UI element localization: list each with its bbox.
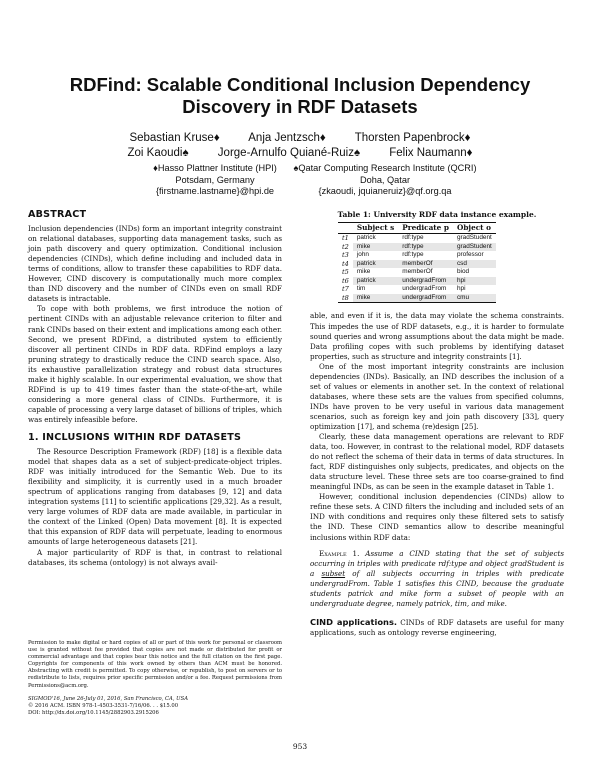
table-header-cell [338, 223, 353, 234]
table-header-cell: Subject s [353, 223, 398, 234]
abstract-paragraph: Inclusion dependencies (INDs) form an important integrity constraint on relational databases, supporting data management tasks, such as join path discovery and query optimization. Conditional inclusion dependencies (CINDs), which define including and included data in terms of conditions, allow to transfer these capabilities to RDF data. However, CIND discovery is computationally much more complex than IND discovery and the number of CINDs even on small RDF datasets is intractable. [28, 224, 282, 304]
table-row [338, 260, 496, 269]
subject-cell: patrick [353, 277, 398, 286]
object-cell: gradStudent [453, 243, 496, 252]
object-cell: biod [456, 268, 470, 276]
affiliation-name: ♦Hasso Plattner Institute (HPI) [153, 163, 277, 173]
body-paragraph: However, conditional inclusion dependencies (CINDs) allow to refine these sets. A CIND filters the including and included sets of an IND with conditions and requires only these filtered sets to satisfy the IND. These CIND semantics allow to describe meaningful inclusions within RDF data: [310, 492, 564, 542]
permission-block [28, 640, 282, 717]
triple-id: t5 [342, 268, 349, 277]
author-list [40, 131, 560, 161]
predicate-cell: memberOf [402, 268, 433, 276]
example-text: Assume a CIND stating that the set of subjects occurring in triples with predicate rdf:type and object gradStudent is a [310, 548, 564, 578]
example-text: of all subjects occurring in triples with predicate undergradFrom. Table 1 satisfies this CIND, because the graduate students patrick and mike form a subset of people with an undergraduate degree, namely patrick, tim, and mike. [310, 568, 564, 608]
predicate-cell: rdf:type [398, 243, 453, 252]
cind-applications-text: CINDs of RDF datasets are useful for many applications, such as ontology reverse engineering, [310, 617, 564, 637]
affiliation-location: Doha, Qatar [359, 174, 411, 185]
abstract-paragraph: To cope with both problems, we first introduce the notion of pertinent CINDs with an adjustable relevance criterion to filter and rank CINDs based on their extent and implications among each other. Second, we present RDFind, a distributed system to efficiently discover all pertinent CINDs in RDF data. RDFind employs a lazy pruning strategy to drastically reduce the CIND search space. Also, its exhaustive parallelization strategy and robust data structures make it highly scalable. In our experimental evaluation, we show that RDFind is up to 419 times faster than the state-of-the-art, while considering a more general class of CINDs. Furthermore, it is capable of processing a very large dataset of billions of triples, which was entirely infeasible before. [28, 304, 282, 424]
object-cell: gradStudent [456, 234, 492, 242]
permission-notice: Permission to make digital or hard copies of all or part of this work for personal or classroom use is granted without fee provided that copies are not made or distributed for profit or commercial advantage and that copies bear this notice and the full citation on the first page. Copyrights for components of this work owned by others than ACM must be honored. Abstracting with credit is permitted. To copy otherwise, or republish, to post on servers or to redistribute to lists, requires prior specific permission and/or a fee. Request permissions from Permissions@acm.org. [28, 640, 282, 689]
section-1-heading: 1. INCLUSIONS WITHIN RDF DATASETS [28, 431, 242, 443]
table-header-row [338, 223, 496, 234]
affiliation-email: {firstname.lastname}@hpi.de [155, 186, 275, 196]
author-name: Anja Jentzsch♦ [248, 132, 326, 144]
triple-id: t1 [342, 234, 349, 243]
triple-id: t6 [342, 276, 349, 285]
author-name: Zoi Kaoudi♠ [127, 147, 189, 159]
body-paragraph: able, and even if it is, the data may violate the schema constraints. This impedes the use of RDF datasets, e.g., it is harder to formulate sound queries and wrong assumptions about the data might be made. Data profiling copes with such problems by identifying dataset properties, such as structure and integrity constraints [1]. [310, 311, 564, 361]
table-row [338, 234, 496, 243]
predicate-cell: rdf:type [402, 251, 424, 259]
subject-cell: mike [353, 243, 398, 252]
table-row [338, 277, 496, 286]
affiliation-email: {zkaoudi, jquianeruiz}@qf.org.qa [318, 186, 452, 196]
predicate-cell: memberOf [398, 260, 453, 269]
affiliation-name: ♠Qatar Computing Research Institute (QCRI) [293, 163, 477, 173]
author-name: Felix Naumann♦ [389, 147, 473, 159]
copyright-line: © 2016 ACM. ISBN 978-1-4503-3531-7/16/06. . . $15.00 [28, 702, 179, 709]
object-cell: csd [453, 260, 496, 269]
paper-title [20, 74, 580, 118]
triple-id: t7 [342, 285, 349, 294]
cind-applications-heading: CIND applications. [310, 616, 398, 627]
table-row [338, 285, 496, 294]
subject-cell: mike [353, 294, 398, 303]
author-name: Thorsten Papenbrock♦ [354, 132, 471, 144]
conference-venue: SIGMOD'16, June 26-July 01, 2016, San Francisco, CA, USA [28, 695, 188, 702]
affiliation-location: Potsdam, Germany [175, 174, 255, 185]
example-1 [310, 549, 564, 609]
subject-cell: patrick [353, 260, 398, 269]
affiliation-hpi [130, 163, 300, 198]
doi-line: DOI: http://dx.doi.org/10.1145/2882903.2915206 [28, 709, 159, 716]
predicate-cell: undergradFrom [398, 294, 453, 303]
intro-paragraph: A major particularity of RDF is that, in contrast to relational databases, its schema (ontology) is not always avail- [28, 547, 282, 567]
subject-cell: john [356, 251, 369, 259]
table-header-cell: Predicate p [398, 223, 453, 234]
abstract-heading: ABSTRACT [28, 209, 87, 220]
table-row [338, 243, 496, 252]
table-caption: Table 1: University RDF data instance example. [337, 210, 537, 219]
cind-applications-paragraph [310, 617, 564, 638]
predicate-cell: undergradFrom [398, 277, 453, 286]
author-row-1 [40, 131, 560, 146]
left-column [28, 210, 282, 568]
triple-id: t8 [338, 294, 353, 303]
object-cell: hpi [456, 285, 466, 293]
page-number: 953 [292, 742, 308, 751]
author-name: Jorge-Arnulfo Quiané-Ruiz♠ [217, 147, 361, 159]
affiliation-qcri [290, 163, 480, 198]
subject-cell: mike [356, 268, 371, 276]
title-line-1: RDFind: Scalable Conditional Inclusion Dependency [69, 74, 531, 95]
triple-id: t2 [342, 242, 349, 251]
example-underlined: subset [321, 568, 346, 578]
body-paragraph: Clearly, these data management operations are relevant to RDF data, too. However, in contrast to the relational model, RDF datasets do not reflect the schema of their data in terms of data structures. In fact, RDF distinguishes only subjects, predicates, and objects on the data structure level. These three sets are too coarse-grained to find meaningful INDs, as can be seen in the example dataset in Table 1. [310, 432, 564, 492]
intro-paragraph: The Resource Description Framework (RDF) [18] is a flexible data model that shapes data as a set of subject-predicate-object triples. RDF was initially introduced for the Semantic Web. Due to its flexibility and simplicity, it is currently used in a much broader spectrum of applications ranging from databases [9, 12] and data integration systems [11] to scientific applications [29,32]. As a result, very large volumes of RDF data are made available, in particular in the context of the Linked (Open) Data movement [8]. It is expected that this expansion of RDF data will perpetuate, leading to enormous amounts of large heterogeneous datasets [21]. [28, 447, 282, 547]
title-line-2: Discovery in RDF Datasets [182, 96, 418, 117]
table-row [338, 268, 496, 277]
table-header-cell: Object o [453, 223, 496, 234]
author-row-2 [40, 146, 560, 161]
predicate-cell: undergradFrom [402, 285, 447, 293]
table-row [338, 294, 496, 303]
predicate-cell: rdf:type [402, 234, 424, 242]
triple-id: t4 [342, 259, 349, 268]
triple-id: t3 [342, 251, 349, 260]
table-row [338, 251, 496, 260]
object-cell: hpi [453, 277, 496, 286]
example-label: Example 1. [319, 548, 360, 558]
object-cell: cmu [453, 294, 496, 303]
subject-cell: tim [356, 285, 366, 293]
body-paragraph: One of the most important integrity constraints are inclusion dependencies (INDs). Basically, an IND describes the inclusion of a set of values or elements in another set. In the context of relational databases, where these sets are the values from specified columns, INDs have proven to be very useful in various data management scenarios, such as foreign key and join path discovery [33], query optimization [17], and schema (re)design [25]. [310, 361, 564, 431]
right-column [310, 210, 564, 638]
object-cell: professor [456, 251, 484, 259]
subject-cell: patrick [356, 234, 376, 242]
author-name: Sebastian Kruse♦ [129, 132, 220, 144]
rdf-triples-table [338, 222, 496, 303]
